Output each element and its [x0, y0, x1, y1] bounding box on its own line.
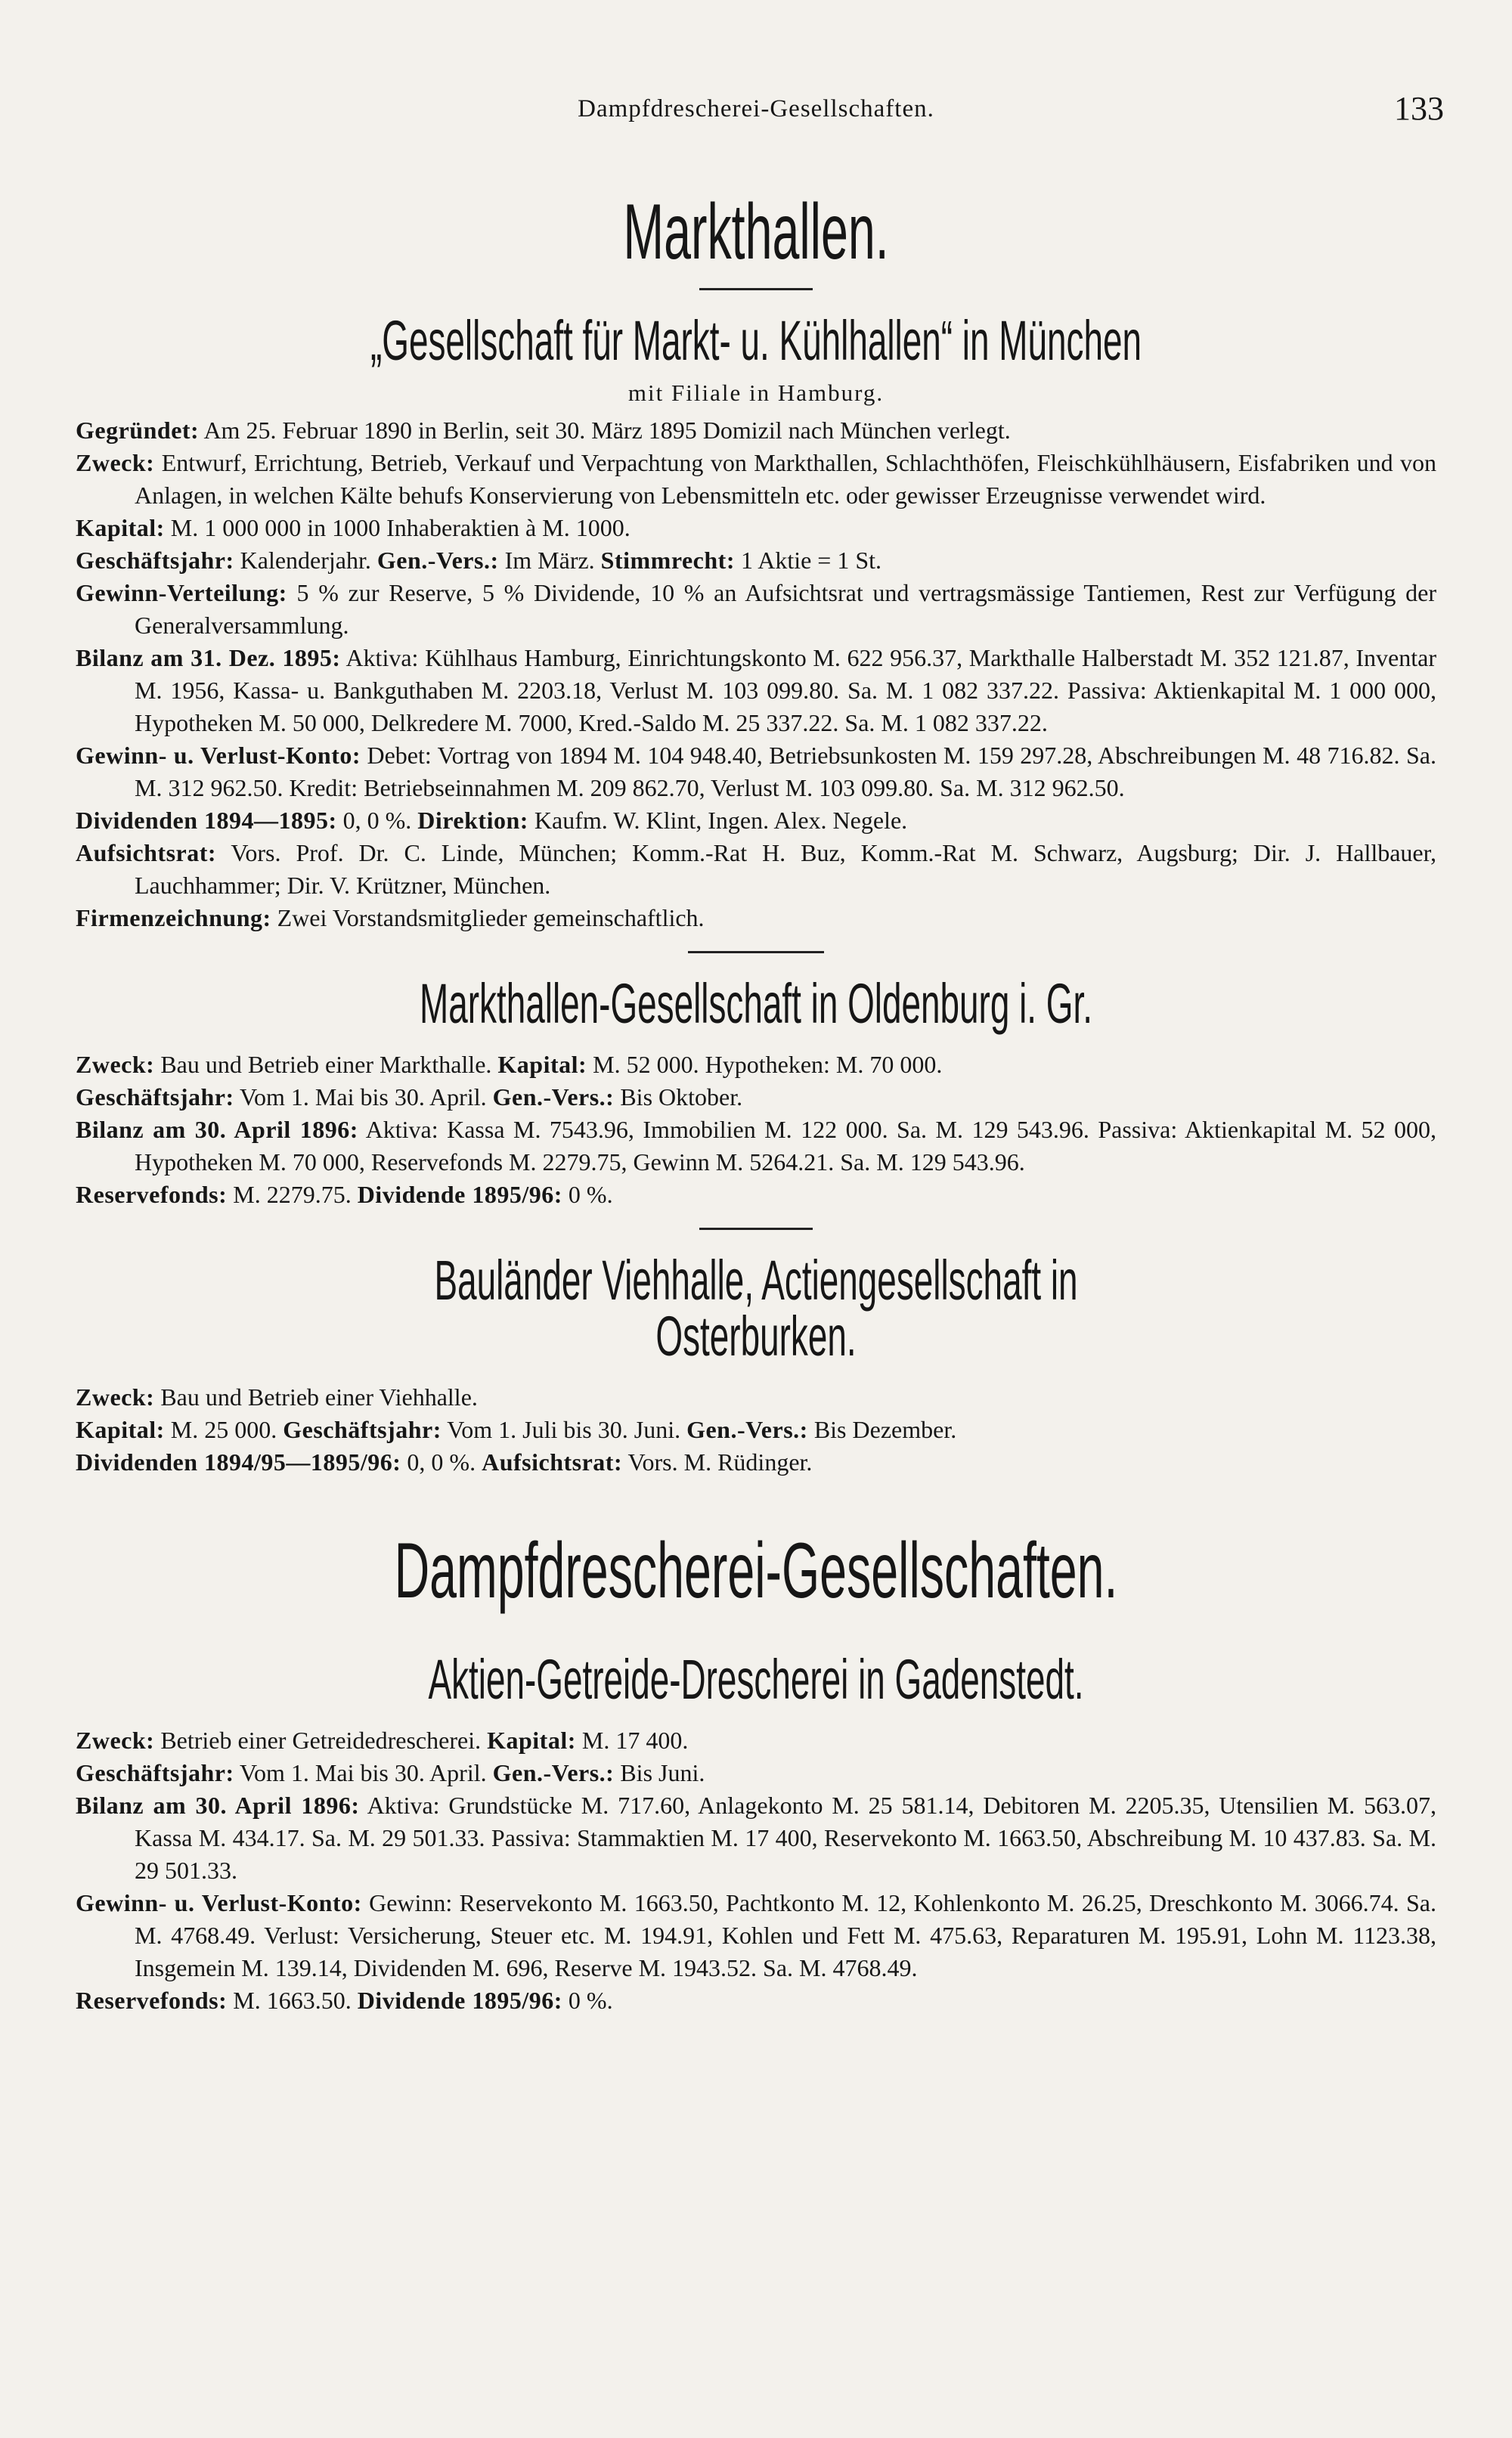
company-title-oldenburg: Markthallen-Gesellschaft in Oldenburg i. Gr.: [420, 972, 1092, 1035]
entry-geschaeftsjahr: Geschäftsjahr: Vom 1. Mai bis 30. April. Gen.-Vers.: Bis Juni.: [76, 1759, 705, 1786]
entry-geschaeftsjahr: Geschäftsjahr: Kalenderjahr. Gen.-Vers.: Im März. Stimmrecht: 1 Aktie = 1 St.: [76, 547, 882, 574]
entry-reservefonds: Reservefonds: M. 1663.50. Dividende 1895/96: 0 %.: [76, 1987, 613, 2014]
running-title: Dampfdrescherei-Gesellschaften.: [578, 95, 934, 122]
entry-kapital: Kapital: M. 1 000 000 in 1000 Inhaberaktien à M. 1000.: [76, 514, 631, 541]
entry-geschaeftsjahr: Geschäftsjahr: Vom 1. Mai bis 30. April. Gen.-Vers.: Bis Oktober.: [76, 1083, 743, 1111]
entry-dividenden: Dividenden 1894—1895: 0, 0 %. Direktion: Kaufm. W. Klint, Ingen. Alex. Negele.: [76, 807, 908, 834]
entry-zweck: Zweck: Bau und Betrieb einer Markthalle. Kapital: M. 52 000. Hypotheken: M. 70 000.: [76, 1051, 943, 1078]
page-content: [76, 188, 1437, 2017]
entry-bilanz: Bilanz am 30. April 1896: Aktiva: Kassa M. 7543.96, Immobilien M. 122 000. Sa. M. 129 543.96. Passiva: Aktienkapital M. 52 000, Hypotheken M. 70 000, Reservefonds M. 2279.75, Gewinn M. 5264.21. Sa. M. 129 543.96.: [76, 1116, 1437, 1176]
section-title-dampfdrescherei: Dampfdrescherei-Gesellschaften.: [394, 1527, 1118, 1615]
entry-reservefonds: Reservefonds: M. 2279.75. Dividende 1895/96: 0 %.: [76, 1181, 613, 1208]
page-number: 133: [1394, 90, 1444, 127]
entry-bilanz: Bilanz am 30. April 1896: Aktiva: Grundstücke M. 717.60, Anlagekonto M. 25 581.14, Debitoren M. 2205.35, Utensilien M. 563.07, Kassa M. 434.17. Sa. M. 29 501.33. Passiva: Stammaktien M. 17 400, Reservekonto M. 1663.50, Abschreibung M. 10 437.83. Sa. M. 29 501.33.: [76, 1792, 1437, 1884]
company-subtitle-muenchen: mit Filiale in Hamburg.: [627, 379, 885, 406]
entries-gadenstedt: [76, 1724, 1436, 2017]
entry-firmenzeichnung: Firmenzeichnung: Zwei Vorstandsmitglieder gemeinschaftlich.: [76, 904, 705, 931]
entries-osterburken: [76, 1381, 1436, 1479]
entry-gewinn-verlust: Gewinn- u. Verlust-Konto: Gewinn: Reservekonto M. 1663.50, Pachtkonto M. 12, Kohlenkonto M. 26.25, Dreschkonto M. 3066.74. Sa. M. 4768.49. Verlust: Versicherung, Steuer etc. M. 194.91, Kohlen und Fett M. 475.63, Reparaturen M. 195.91, Lohn M. 1123.38, Insgemein M. 139.14, Dividenden M. 696, Reserve M. 1943.52. Sa. M. 4768.49.: [76, 1889, 1437, 1981]
running-header: [0, 89, 1512, 132]
section-title-markthallen: Markthallen.: [623, 188, 889, 276]
entry-gewinn-verteilung: Gewinn-Verteilung: 5 % zur Reserve, 5 % Dividende, 10 % an Aufsichtsrat und vertragsmässige Tantiemen, Rest zur Verfügung der Generalversammlung.: [76, 579, 1436, 639]
company-title-muenchen: „Gesellschaft für Markt- u. Kühlhallen“ in München: [370, 309, 1142, 372]
entry-kapital: Kapital: M. 25 000. Geschäftsjahr: Vom 1. Juli bis 30. Juni. Gen.-Vers.: Bis Dezember.: [76, 1416, 957, 1443]
entry-dividenden: Dividenden 1894/95—1895/96: 0, 0 %. Aufsichtsrat: Vors. M. Rüdinger.: [76, 1448, 813, 1476]
divider: [699, 288, 813, 290]
entry-zweck: Zweck: Entwurf, Errichtung, Betrieb, Verkauf und Verpachtung von Markthallen, Schlachthöfen, Fleischkühlhäusern, Eisfabriken und von Anlagen, in welchen Kälte behufs Konservierung von Lebensmitteln etc. oder gewisser Erzeugnisse verwendet wird.: [76, 449, 1436, 509]
divider: [688, 951, 824, 953]
company-title-gadenstedt: Aktien-Getreide-Drescherei in Gadenstedt.: [428, 1648, 1084, 1711]
entry-gegruendet: Gegründet: Am 25. Februar 1890 in Berlin, seit 30. März 1895 Domizil nach München verlegt.: [76, 417, 1011, 444]
divider: [699, 1627, 813, 1629]
entries-oldenburg: [76, 1049, 1436, 1211]
divider: [699, 1228, 813, 1230]
company-title-osterburken: Bauländer Viehhalle, Actiengesellschaft in Osterburken.: [434, 1249, 1078, 1368]
entries-muenchen: [76, 414, 1436, 934]
entry-zweck: Zweck: Bau und Betrieb einer Viehhalle.: [76, 1383, 478, 1411]
entry-bilanz: Bilanz am 31. Dez. 1895: Aktiva: Kühlhaus Hamburg, Einrichtungskonto M. 622 956.37, Markthalle Halberstadt M. 352 121.87, Inventar M. 1956, Kassa- u. Bankguthaben M. 2203.18, Verlust M. 103 099.80. Sa. M. 1 082 337.22. Passiva: Aktienkapital M. 1 000 000, Hypotheken M. 50 000, Delkredere M. 7000, Kred.-Saldo M. 25 337.22. Sa. M. 1 082 337.22.: [76, 644, 1437, 736]
entry-gewinn-verlust: Gewinn- u. Verlust-Konto: Debet: Vortrag von 1894 M. 104 948.40, Betriebsunkosten M. 159 297.28, Abschreibungen M. 48 716.82. Sa. M. 312 962.50. Kredit: Betriebseinnahmen M. 209 862.70, Verlust M. 103 099.80. Sa. M. 312 962.50.: [76, 742, 1436, 801]
entry-zweck: Zweck: Betrieb einer Getreidedrescherei. Kapital: M. 17 400.: [76, 1727, 689, 1754]
entry-aufsichtsrat: Aufsichtsrat: Vors. Prof. Dr. C. Linde, München; Komm.-Rat H. Buz, Komm.-Rat M. Schwarz, Augsburg; Dir. J. Hallbauer, Lauchhammer; Dir. V. Krützner, München.: [76, 839, 1436, 899]
